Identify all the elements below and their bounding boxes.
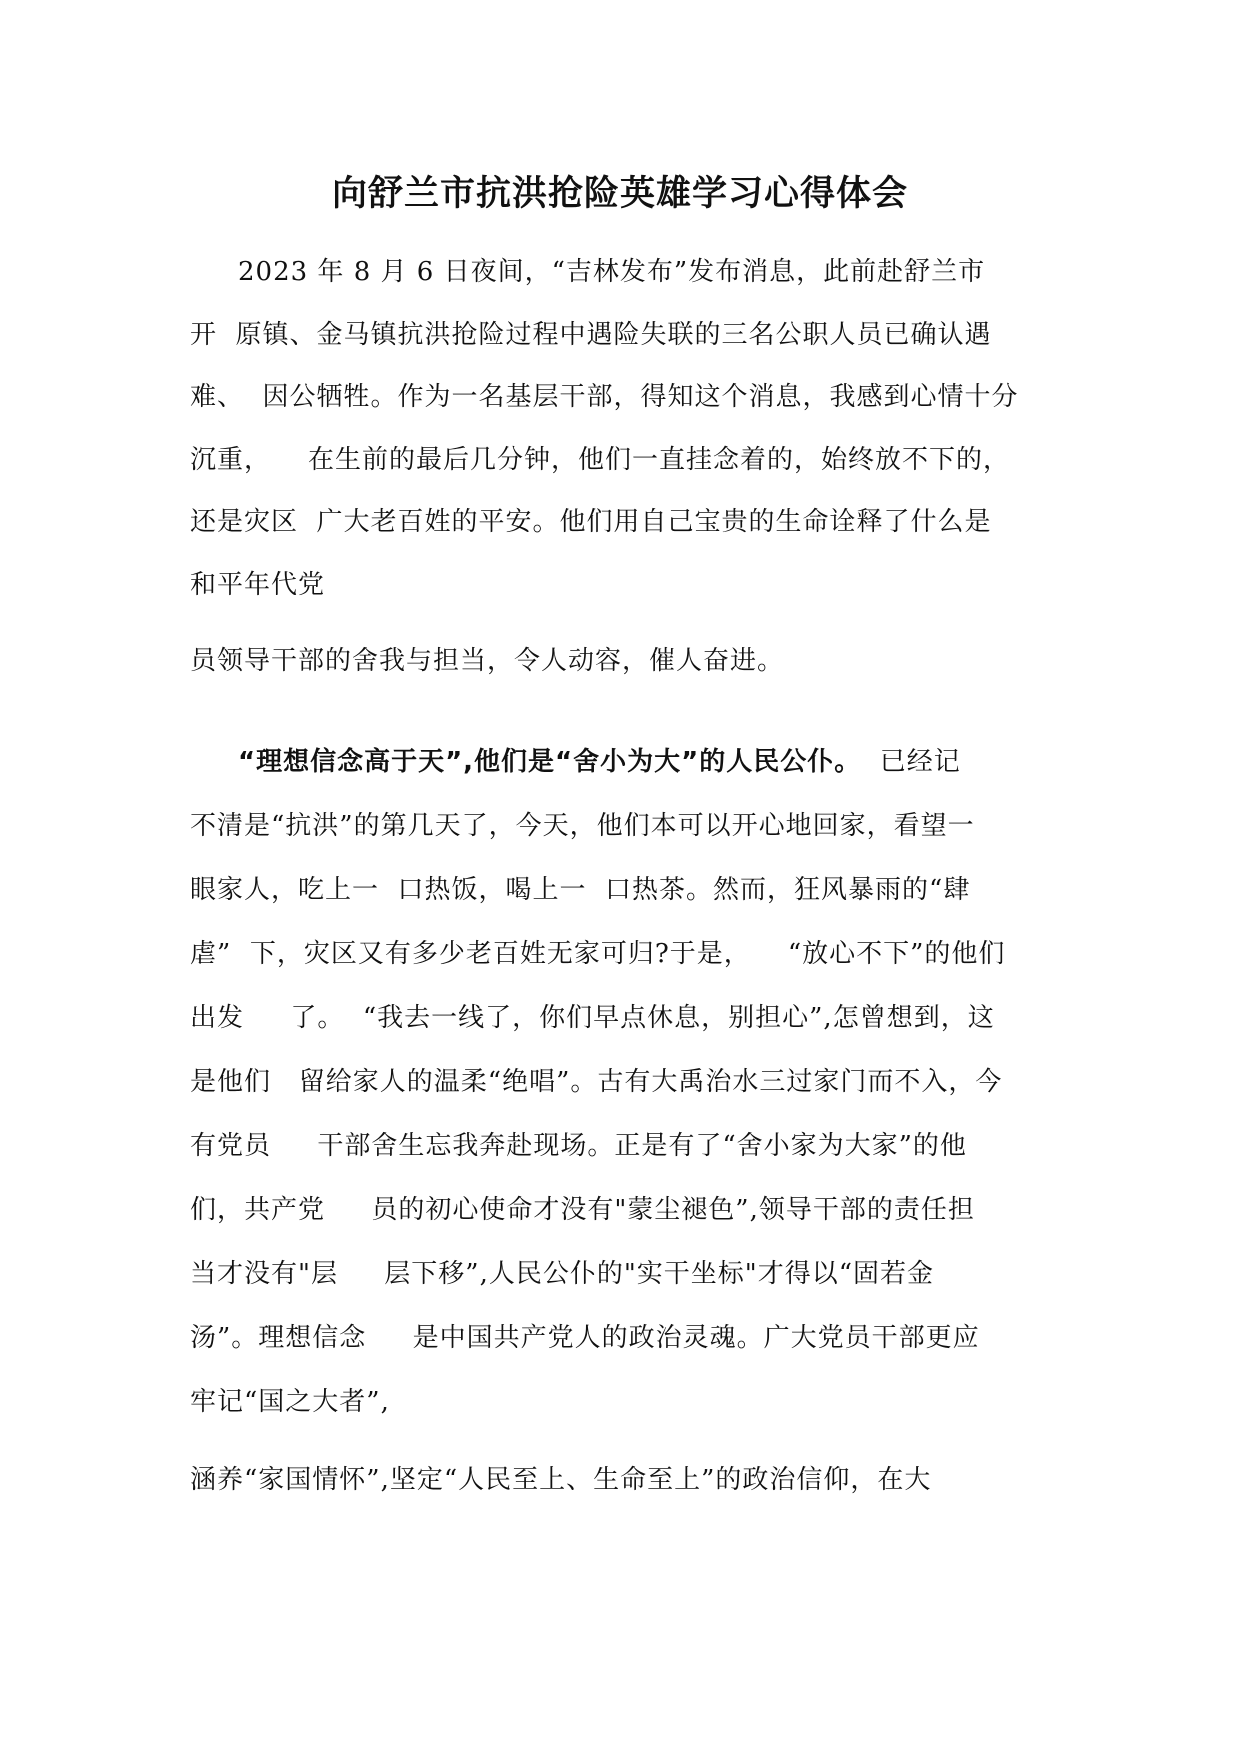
paragraph-2-line-8: 们，共产党 员的初心使命才没有"蒙尘褪色”,领导干部的责任担 (190, 1195, 975, 1225)
paragraph-1-line-5: 还是灾区 广大老百姓的平安。他们用自己宝贵的生命诠释了什么是 (190, 507, 992, 537)
paragraph-2-line-12: 涵养“家国情怀”,坚定“人民至上、生命至上”的政治信仰，在大 (190, 1465, 932, 1495)
paragraph-2-lead-rest: 已经记 (861, 747, 961, 777)
paragraph-2-line-7: 有党员 干部舍生忘我奔赴现场。正是有了“舍小家为大家”的他 (190, 1131, 967, 1161)
paragraph-1-line-4: 沉重， 在生前的最后几分钟，他们一直挂念着的，始终放不下的， (190, 445, 1011, 475)
paragraph-2-line-10: 汤”。理想信念 是中国共产党人的政治灵魂。广大党员干部更应 (190, 1323, 980, 1353)
paragraph-2-line-6: 是他们 留给家人的温柔“绝唱”。古有大禹治水三过家门而不入，今 (190, 1067, 1003, 1097)
paragraph-2-line-9: 当才没有"层 层下移”,人民公仆的"实干坐标"才得以“固若金 (190, 1259, 935, 1289)
paragraph-1-line-7: 员领导干部的舍我与担当，令人动容，催人奋进。 (190, 646, 785, 676)
paragraph-2-line-11: 牢记“国之大者”, (190, 1387, 390, 1417)
paragraph-1-line-6: 和平年代党 (190, 570, 326, 600)
paragraph-2-line-1 (238, 742, 961, 782)
document-title: 向舒兰市抗洪抢险英雄学习心得体会 (331, 174, 908, 214)
paragraph-1-line-3: 难、 因公牺牲。作为一名基层干部，得知这个消息，我感到心情十分 (190, 382, 1019, 412)
paragraph-2-line-5: 出发 了。 “我去一线了，你们早点休息，别担心”,怎曾想到，这 (190, 1003, 995, 1033)
paragraph-2-line-3: 眼家人，吃上一 口热饭，喝上一 口热茶。然而，狂风暴雨的“肆 (190, 875, 971, 905)
paragraph-2-line-2: 不清是“抗洪”的第几天了，今天，他们本可以开心地回家，看望一 (190, 811, 975, 841)
paragraph-1-line-2: 开 原镇、金马镇抗洪抢险过程中遇险失联的三名公职人员已确认遇 (190, 320, 992, 350)
paragraph-2-line-4: 虐” 下，灾区又有多少老百姓无家可归?于是， “放心不下”的他们 (190, 939, 1006, 969)
paragraph-1-line-1: 2023 年 8 月 6 日夜间，“吉林发布”发布消息，此前赴舒兰市 (238, 257, 986, 287)
paragraph-2-lead-bold: “理想信念高于天”,他们是“舍小为大”的人民公仆。 (238, 747, 862, 777)
